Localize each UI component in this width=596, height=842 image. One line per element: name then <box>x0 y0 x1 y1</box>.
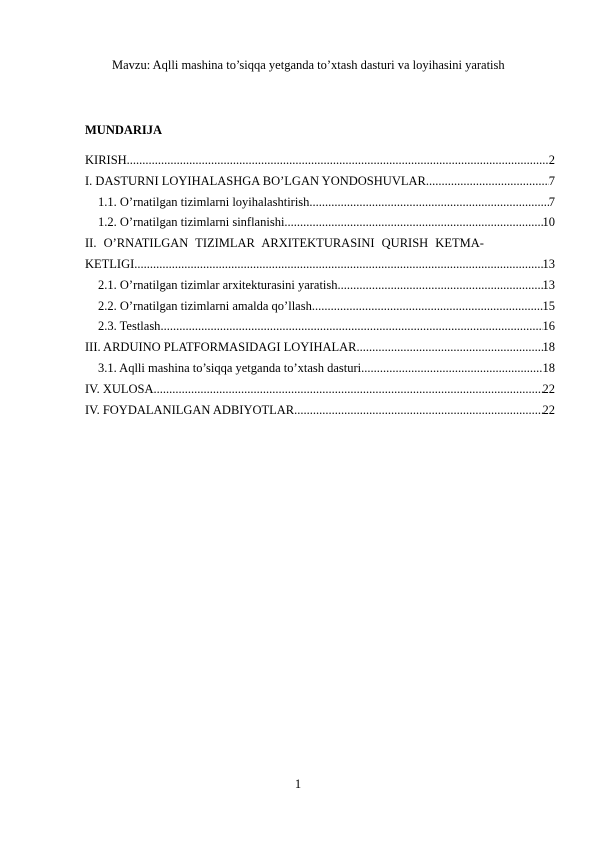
toc-entry-page: 15 <box>542 298 555 313</box>
toc-entry-label: 2.2. O’rnatilgan tizimlarni amalda qo’llash <box>98 298 312 313</box>
toc-entry-page: 18 <box>542 360 555 375</box>
toc-dot-leader <box>309 192 548 213</box>
toc-dot-leader <box>338 275 543 296</box>
toc-dot-leader <box>127 150 549 171</box>
toc-entry-section-2-1[interactable] <box>85 275 555 296</box>
toc-entry-section-2-3[interactable] <box>85 316 555 337</box>
toc-entry-kirish[interactable] <box>85 150 555 171</box>
topic-title: Mavzu: Aqlli mashina to’siqqa yetganda to’xtash dasturi va loyihasini yaratish <box>112 58 505 72</box>
toc-entry-page: 7 <box>548 173 555 188</box>
toc-dot-leader <box>357 337 543 358</box>
toc-entry-page: 22 <box>542 381 555 396</box>
toc-entry-label: KIRISH <box>85 153 127 167</box>
toc-dot-leader <box>154 379 543 400</box>
toc-entry-section-1-2[interactable] <box>85 212 555 233</box>
toc-entry-label: IV. FOYDALANILGAN ADBIYOTLAR <box>85 402 295 417</box>
toc-entry-label: KETLIGI <box>85 256 135 271</box>
toc-entry-page: 2 <box>548 153 555 167</box>
toc-entry-page: 7 <box>548 194 555 209</box>
toc-entry-label-line1: II. O’RNATILGAN TIZIMLAR ARXITEKTURASINI QURISH KETMA- <box>85 236 484 251</box>
toc-entry-section-2-2[interactable] <box>85 296 555 317</box>
toc-heading: MUNDARIJA <box>85 123 163 137</box>
toc-entry-label: 1.1. O’rnatilgan tizimlarni loyihalashtirish <box>98 194 310 209</box>
toc-dot-leader <box>284 212 542 233</box>
toc-entry-page: 13 <box>542 256 555 271</box>
toc-entry-chapter-3[interactable] <box>85 337 555 358</box>
toc-dot-leader <box>160 316 542 337</box>
page-number: 1 <box>294 777 302 791</box>
toc-entry-page: 18 <box>542 340 555 355</box>
toc-dot-leader <box>294 400 542 421</box>
toc-entry-references[interactable] <box>85 400 555 421</box>
table-of-contents <box>85 150 555 420</box>
toc-entry-label: 3.1. Aqlli mashina to’siqqa yetganda to’xtash dasturi <box>98 360 362 375</box>
toc-entry-label: 2.3. Testlash <box>98 319 161 334</box>
toc-entry-label: I. DASTURNI LOYIHALASHGA BO’LGAN YONDOSHUVLAR <box>85 173 426 188</box>
toc-entry-chapter-1[interactable] <box>85 171 555 192</box>
toc-dot-leader <box>134 254 542 275</box>
toc-entry-label: III. ARDUINO PLATFORMASIDAGI LOYIHALAR <box>85 340 357 355</box>
toc-entry-xulosa[interactable] <box>85 379 555 400</box>
toc-dot-leader <box>426 171 549 192</box>
toc-entry-page: 13 <box>542 277 555 292</box>
toc-entry-chapter-2[interactable] <box>85 233 555 275</box>
toc-entry-section-3-1[interactable] <box>85 358 555 379</box>
toc-entry-page: 10 <box>542 215 555 230</box>
toc-dot-leader <box>312 296 543 317</box>
toc-entry-page: 16 <box>542 319 555 334</box>
toc-dot-leader <box>361 358 542 379</box>
toc-entry-label: 1.2. O’rnatilgan tizimlarni sinflanishi <box>98 215 285 230</box>
toc-entry-label: 2.1. O’rnatilgan tizimlar arxitekturasini yaratish <box>98 277 338 292</box>
toc-entry-section-1-1[interactable] <box>85 192 555 213</box>
toc-entry-page: 22 <box>542 402 555 417</box>
toc-entry-label: IV. XULOSA <box>85 381 154 396</box>
